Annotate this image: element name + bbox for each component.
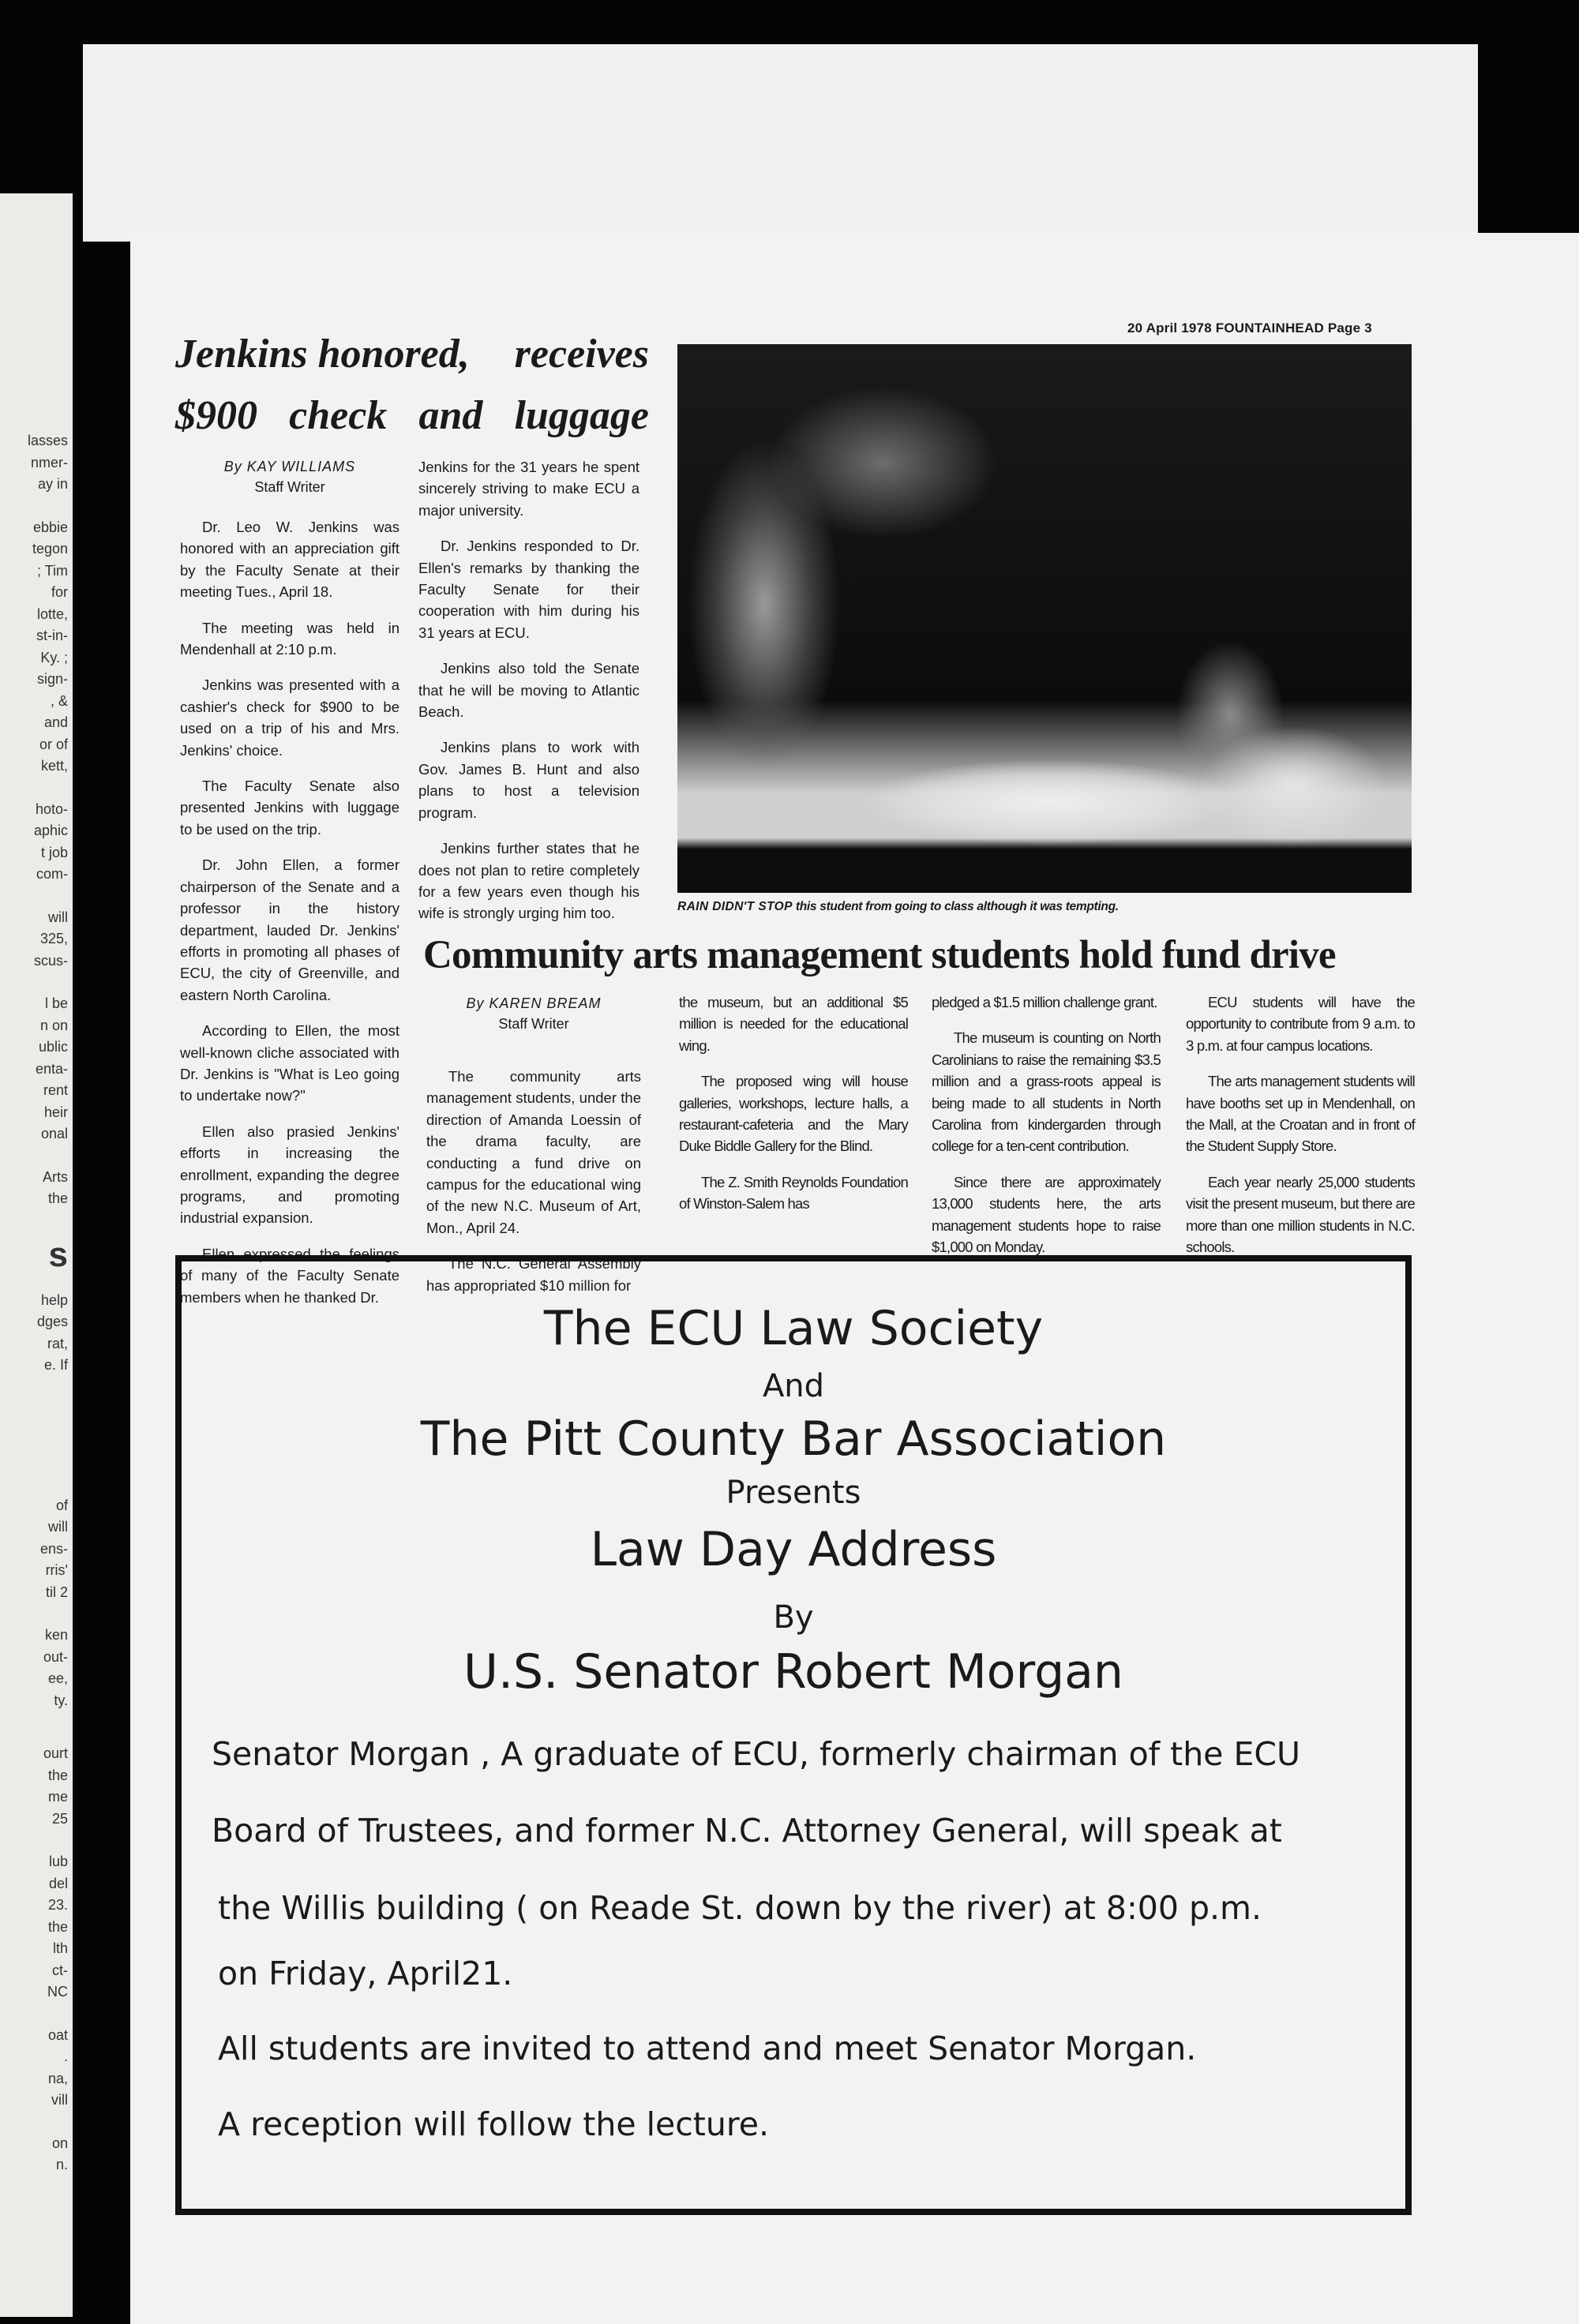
ad-body-line: on Friday, April21. — [218, 1955, 513, 1992]
headline-line-1: Jenkins honored, receives — [175, 332, 649, 377]
ad-speaker: U.S. Senator Robert Morgan — [463, 1644, 1123, 1700]
adjacent-page-text-line: hoto- — [35, 800, 68, 817]
article-paragraph: Ellen also prasied Jenkins' efforts in increasing the enrollment, expanding the degree programs, and promoting industrial expansion. — [180, 1123, 399, 1227]
adjacent-page-text-line: del — [48, 1875, 68, 1891]
ad-body-line: Senator Morgan , A graduate of ECU, formerly chairman of the ECU — [212, 1735, 1300, 1773]
adjacent-page-text-line: for — [51, 584, 68, 600]
article-jenkins-column-1 — [180, 456, 399, 1322]
adjacent-page-text-line: out- — [43, 1648, 68, 1665]
headline-line-2: $900 check and luggage — [175, 393, 649, 438]
adjacent-page-text-line: e. If — [43, 1357, 68, 1373]
adjacent-page-text-line: ; Tim — [37, 562, 68, 579]
adjacent-page-text-group — [28, 1290, 68, 1377]
adjacent-page-text-line: til 2 — [45, 1584, 68, 1600]
adjacent-page-text-group — [28, 1743, 68, 1830]
article-paragraph: The museum is counting on North Carolinians to raise the remaining $3.5 million and a grass-roots appeal is being made to all students in North Carolina from kindergarden through college for a ten-cent contribution. — [932, 1029, 1161, 1155]
adjacent-page-text-line: lth — [52, 1940, 68, 1956]
adjacent-page-text-group — [28, 2025, 68, 2112]
adjacent-page-text-line: ct- — [52, 1962, 68, 1978]
article-paragraph: The Faculty Senate also presented Jenkins with luggage to be used on the trip. — [180, 778, 399, 838]
adjacent-page-text-line: 25 — [51, 1810, 68, 1827]
article-paragraph: pledged a $1.5 million challenge grant. — [932, 994, 1157, 1010]
article-paragraph: Since there are approximately 13,000 students here, the arts management students hope to raise $1,000 on Monday. — [932, 1173, 1161, 1256]
adjacent-page-text-line: n. — [55, 2157, 68, 2172]
law-day-advertisement — [175, 1255, 1412, 2215]
article-headline-arts: Community arts management students hold fund drive — [423, 933, 1336, 977]
adjacent-page-text-line: heir — [43, 1104, 68, 1120]
adjacent-page-text-line: lasses — [27, 433, 68, 448]
adjacent-page-text-line: aphic — [33, 823, 68, 838]
adjacent-page-text-line: vill — [51, 2092, 68, 2108]
article-paragraph: Jenkins also told the Senate that he will be moving to Atlantic Beach. — [418, 660, 639, 721]
ad-body-line: the Willis building ( on Reade St. down by the river) at 8:00 p.m. — [218, 1889, 1262, 1927]
adjacent-page-text-line: enta- — [35, 1060, 68, 1077]
adjacent-page-text-line: l be — [44, 995, 68, 1011]
adjacent-page-text-line: , & — [50, 692, 68, 709]
adjacent-page-text — [28, 430, 68, 2198]
adjacent-page-text-line: nmer- — [30, 454, 68, 470]
adjacent-page-text-line: na, — [47, 2070, 68, 2086]
photo-caption: RAIN DIDN'T STOP this student from going to class although it was tempting. — [677, 900, 1119, 913]
adjacent-page-text-line: help — [40, 1291, 68, 1308]
ad-by: By — [773, 1599, 814, 1636]
adjacent-page-text-group — [28, 1851, 68, 2004]
article-paragraph: Dr. Jenkins responded to Dr. Ellen's remarks by thanking the Faculty Senate for their cooperation with him during his 31 years at ECU. — [418, 538, 639, 641]
article-paragraph: Dr. John Ellen, a former chairperson of the Senate and a professor in the history department, lauded Dr. Jenkins' efforts in promoting all phases of ECU, the city of Greenville, and eastern North Carolina. — [180, 857, 399, 1003]
adjacent-page-text-line: the — [47, 1767, 68, 1783]
article-arts-column-4 — [1186, 991, 1415, 1272]
adjacent-page-text-line: ty. — [54, 1692, 68, 1708]
ad-presents: Presents — [726, 1475, 861, 1511]
news-photo-rain — [677, 344, 1412, 893]
adjacent-page-text-line: onal — [40, 1126, 68, 1141]
adjacent-page-text-group — [28, 1495, 68, 1604]
adjacent-page-text-group — [28, 1167, 68, 1210]
adjacent-page-text-group — [28, 1625, 68, 1711]
article-paragraph: The N.C. General Assembly has appropriated $10 million for — [426, 1255, 641, 1294]
adjacent-page-text-line: kett, — [40, 758, 68, 774]
adjacent-page-text-line: will — [48, 1519, 68, 1535]
ad-title-law-day: Law Day Address — [590, 1522, 997, 1577]
article-paragraph: The arts management students will have booths set up in Mendenhall, on the Mall, at the Croatan and in front of the Student Supply Store. — [1186, 1073, 1415, 1155]
adjacent-page-text-line: ay in — [37, 476, 68, 492]
adjacent-page-text-line: ken — [44, 1627, 68, 1643]
article-jenkins-column-2 — [418, 456, 639, 939]
adjacent-page-text-line: 325, — [39, 931, 68, 946]
adjacent-page-text-line: the — [47, 1190, 68, 1206]
adjacent-page-text-line: ublic — [38, 1039, 68, 1055]
adjacent-page-text-group — [28, 993, 68, 1145]
adjacent-page-text-line: st-in- — [36, 628, 68, 643]
adjacent-page-text-line: ourt — [43, 1745, 68, 1761]
article-paragraph: Jenkins was presented with a cashier's check for $900 to be used on a trip of his and Mrs. Jenkins' choice. — [180, 677, 399, 759]
adjacent-page-text-line: Ky. ; — [40, 649, 68, 665]
adjacent-page-text-group — [28, 2133, 68, 2176]
article-paragraph: Jenkins for the 31 years he spent sincerely striving to make ECU a major university. — [418, 459, 639, 519]
adjacent-page-text-line: sign- — [36, 671, 68, 687]
ad-title-law-society: The ECU Law Society — [543, 1301, 1044, 1356]
adjacent-page-fragment — [0, 193, 73, 2317]
adjacent-page-text-group — [28, 799, 68, 886]
adjacent-page-text-line: t job — [40, 844, 68, 860]
adjacent-page-text-group — [28, 517, 68, 778]
byline: By KAY WILLIAMS Staff Writer — [223, 459, 356, 495]
adjacent-page-text-line: rent — [43, 1082, 68, 1098]
adjacent-page-text-line: NC — [47, 1984, 68, 2000]
adjacent-page-text-line: rat, — [47, 1335, 68, 1351]
adjacent-page-text-line: ebbie — [32, 519, 68, 535]
ad-and: And — [762, 1368, 825, 1404]
adjacent-page-text-line: n on — [39, 1017, 68, 1033]
page-masthead: 20 April 1978 FOUNTAINHEAD Page 3 — [1127, 320, 1372, 335]
adjacent-page-text-line: lub — [48, 1854, 68, 1869]
adjacent-page-text-line: and — [43, 714, 68, 730]
adjacent-page-text-line: of — [55, 1497, 68, 1513]
ad-body-line: All students are invited to attend and meet Senator Morgan. — [218, 2030, 1197, 2067]
adjacent-page-heading: s — [48, 1235, 68, 1274]
adjacent-page-text-line: dges — [36, 1314, 68, 1329]
ad-body-line: Board of Trustees, and former N.C. Attorney General, will speak at — [212, 1812, 1282, 1850]
article-paragraph: Dr. Leo W. Jenkins was honored with an appreciation gift by the Faculty Senate at their meeting Tues., April 18. — [180, 519, 399, 601]
article-paragraph: ECU students will have the opportunity to contribute from 9 a.m. to 3 p.m. at four campus locations. — [1186, 994, 1415, 1054]
ad-title-bar-association: The Pitt County Bar Association — [420, 1411, 1167, 1467]
article-body — [180, 516, 399, 1308]
underlying-page-sheet — [83, 44, 1478, 242]
adjacent-page-text-line: com- — [36, 866, 68, 882]
article-arts-column-3 — [932, 991, 1161, 1272]
ad-body-line: A reception will follow the lecture. — [218, 2105, 770, 2143]
adjacent-page-text-line: ens- — [39, 1540, 68, 1557]
adjacent-page-text-line: lotte, — [36, 605, 68, 622]
article-arts-column-2 — [679, 991, 908, 1229]
article-paragraph: The proposed wing will house galleries, workshops, lecture halls, a restaurant-cafeteria and the Mary Duke Biddle Gallery for the Blind. — [679, 1073, 908, 1155]
adjacent-page-text-line: me — [47, 1789, 68, 1805]
adjacent-page-text-line: rris' — [45, 1562, 68, 1578]
adjacent-page-text-line: scus- — [33, 952, 68, 969]
adjacent-page-text-group — [28, 430, 68, 496]
article-paragraph: The meeting was held in Mendenhall at 2:10 p.m. — [180, 619, 399, 658]
article-headline-jenkins — [175, 324, 649, 447]
adjacent-page-text-line: on — [51, 2135, 68, 2151]
article-paragraph: The community arts management students, under the direction of Amanda Loessin of the drama faculty, are conducting a fund drive on campus for the educational wing of the new N.C. Museum of Art, Mon., April 24. — [426, 1068, 641, 1236]
article-paragraph: Ellen expressed the feelings of many of the Faculty Senate members when he thanked Dr. — [180, 1245, 399, 1306]
article-paragraph: Jenkins further states that he does not plan to retire completely for a few years even though his wife is strongly urging him too. — [418, 840, 639, 922]
article-paragraph: The Z. Smith Reynolds Foundation of Winston-Salem has — [679, 1173, 908, 1213]
adjacent-page-text-line: ee, — [47, 1670, 68, 1686]
adjacent-page-text-group — [28, 907, 68, 973]
article-paragraph: the museum, but an additional $5 million is needed for the educational wing. — [679, 994, 908, 1054]
adjacent-page-text-line: tegon — [32, 541, 68, 557]
adjacent-page-text-line: the — [47, 1918, 68, 1935]
adjacent-page-text-line: . — [63, 2048, 68, 2064]
byline: By KAREN BREAM Staff Writer — [466, 995, 602, 1032]
adjacent-page-text-line: Arts — [42, 1168, 68, 1185]
adjacent-page-text-line: oat — [47, 2026, 68, 2043]
adjacent-page-text-line: or of — [39, 736, 68, 752]
article-paragraph: Jenkins plans to work with Gov. James B. Hunt and also plans to host a television program. — [418, 739, 639, 821]
adjacent-page-text-line: will — [48, 909, 68, 925]
adjacent-page-text-line: 23. — [47, 1897, 68, 1913]
article-paragraph: Each year nearly 25,000 students visit the present museum, but there are more than one million students in N.C. schools. — [1186, 1173, 1415, 1256]
article-paragraph: According to Ellen, the most well-known cliche associated with Dr. Jenkins is "What is Leo going to undertake now?" — [180, 1022, 399, 1104]
